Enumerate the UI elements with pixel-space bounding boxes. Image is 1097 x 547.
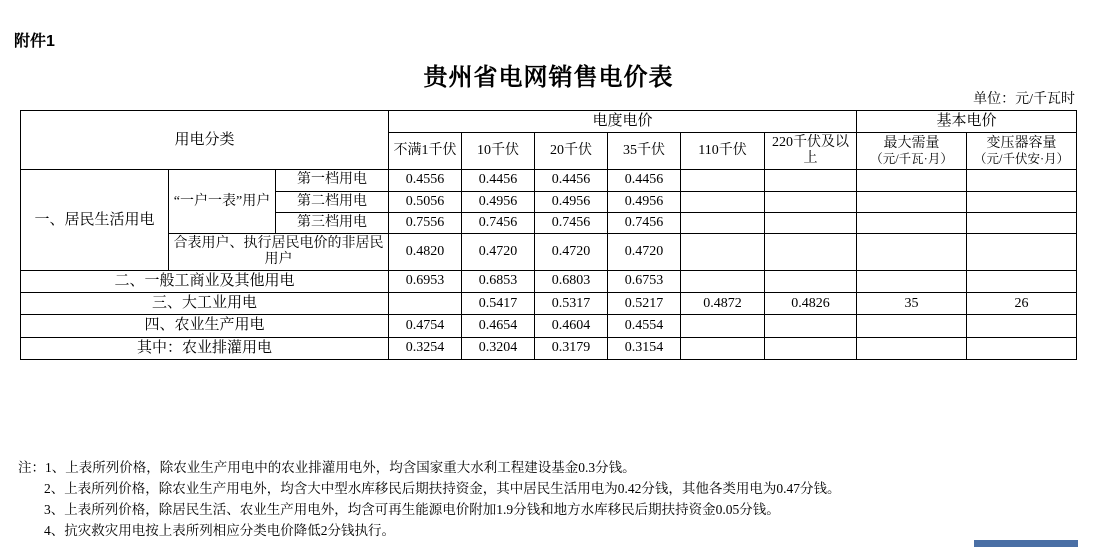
- cell-value: [389, 293, 462, 315]
- cell-value: 0.7456: [535, 212, 608, 233]
- note-text: 4、抗灾救灾用电按上表所列相应分类电价降低2分钱执行。: [44, 522, 395, 538]
- cell-value: [857, 315, 967, 337]
- cell-value: [681, 212, 765, 233]
- header-energy-price-group: 电度电价: [389, 111, 857, 133]
- cell-value: 0.4604: [535, 315, 608, 337]
- footer-accent-bar: [974, 540, 1078, 547]
- cell-value: [681, 191, 765, 212]
- cell-value: [765, 212, 857, 233]
- category-large-industry: 三、大工业用电: [21, 293, 389, 315]
- category-residential: 一、居民生活用电: [21, 170, 169, 270]
- cell-value: [967, 191, 1077, 212]
- cell-value: 0.4456: [462, 170, 535, 191]
- tier-label: 第三档用电: [276, 212, 389, 233]
- header-transformer-name: 变压器容量: [986, 136, 1057, 152]
- cell-value: 0.4872: [681, 293, 765, 315]
- cell-value: [681, 315, 765, 337]
- subcategory-combined-meter: 合表用户、执行居民电价的非居民用户: [169, 233, 389, 270]
- cell-value: 0.6853: [462, 270, 535, 292]
- cell-value: 0.4956: [535, 191, 608, 212]
- cell-value: [857, 337, 967, 359]
- cell-value: [681, 337, 765, 359]
- cell-value: 0.5217: [608, 293, 681, 315]
- note-line: [18, 500, 1078, 521]
- cell-value: 0.3204: [462, 337, 535, 359]
- cell-value: 0.4554: [608, 315, 681, 337]
- cell-value: 0.4720: [535, 233, 608, 270]
- cell-value: [765, 191, 857, 212]
- cell-value: 0.4456: [608, 170, 681, 191]
- note-line: [18, 479, 1078, 500]
- table-notes: [18, 458, 1078, 542]
- notes-prefix: 注：: [18, 460, 45, 475]
- tier-label: 第二档用电: [276, 191, 389, 212]
- table-row: [21, 337, 1077, 359]
- cell-value: 0.7456: [462, 212, 535, 233]
- note-line: [18, 458, 1078, 479]
- category-general-commercial: 二、一般工商业及其他用电: [21, 270, 389, 292]
- header-category: 用电分类: [21, 111, 389, 170]
- cell-value: 0.4956: [608, 191, 681, 212]
- header-col-max-demand: [857, 133, 967, 170]
- header-col-35kv: 35千伏: [608, 133, 681, 170]
- table-row: [21, 270, 1077, 292]
- note-text: 2、上表所列价格，除农业生产用电外，均含大中型水库移民后期扶持资金，其中居民生活用电为0.42分钱，其他各类用电为0.47分钱。: [44, 480, 841, 496]
- cell-value: 0.3254: [389, 337, 462, 359]
- cell-value: [681, 233, 765, 270]
- cell-value: [765, 315, 857, 337]
- header-col-10kv: 10千伏: [462, 133, 535, 170]
- cell-value: [765, 233, 857, 270]
- header-max-demand-name: 最大需量: [883, 136, 940, 152]
- header-transformer-unit: （元/千伏安·月）: [973, 152, 1070, 167]
- table-row: [21, 315, 1077, 337]
- cell-value: [765, 270, 857, 292]
- cell-value: [857, 191, 967, 212]
- cell-value: 35: [857, 293, 967, 315]
- cell-value: 0.4754: [389, 315, 462, 337]
- table-header-row: [21, 111, 1077, 133]
- cell-value: 0.4820: [389, 233, 462, 270]
- header-col-20kv: 20千伏: [535, 133, 608, 170]
- cell-value: 0.6753: [608, 270, 681, 292]
- cell-value: 26: [967, 293, 1077, 315]
- cell-value: [967, 233, 1077, 270]
- cell-value: [857, 233, 967, 270]
- cell-value: 0.4826: [765, 293, 857, 315]
- cell-value: 0.4654: [462, 315, 535, 337]
- cell-value: [967, 170, 1077, 191]
- cell-value: [967, 315, 1077, 337]
- table-row: [21, 170, 1077, 191]
- cell-value: 0.5317: [535, 293, 608, 315]
- cell-value: 0.5056: [389, 191, 462, 212]
- cell-value: [857, 212, 967, 233]
- cell-value: 0.7556: [389, 212, 462, 233]
- cell-value: 0.3154: [608, 337, 681, 359]
- cell-value: 0.4456: [535, 170, 608, 191]
- header-col-220kv: 220千伏及以上: [765, 133, 857, 170]
- header-col-110kv: 110千伏: [681, 133, 765, 170]
- category-agriculture-irrigation: 其中：农业排灌用电: [21, 337, 389, 359]
- cell-value: 0.4720: [608, 233, 681, 270]
- category-agriculture: 四、农业生产用电: [21, 315, 389, 337]
- cell-value: 0.3179: [535, 337, 608, 359]
- cell-value: [857, 270, 967, 292]
- cell-value: [857, 170, 967, 191]
- unit-note: 单位：元/千瓦时: [973, 92, 1075, 107]
- cell-value: 0.4556: [389, 170, 462, 191]
- table-row: [21, 293, 1077, 315]
- cell-value: 0.6803: [535, 270, 608, 292]
- cell-value: 0.4956: [462, 191, 535, 212]
- note-text: 3、上表所列价格，除居民生活、农业生产用电外，均含可再生能源电价附加1.9分钱和地方水库移民后期扶持资金0.05分钱。: [44, 501, 780, 517]
- subcategory-one-household-one-meter: “一户一表”用户: [169, 170, 276, 233]
- cell-value: [967, 270, 1077, 292]
- cell-value: 0.7456: [608, 212, 681, 233]
- cell-value: [967, 337, 1077, 359]
- price-table: [20, 110, 1077, 360]
- cell-value: 0.6953: [389, 270, 462, 292]
- attachment-label: 附件1: [14, 33, 55, 50]
- page-title: 贵州省电网销售电价表: [423, 64, 674, 91]
- cell-value: [765, 170, 857, 191]
- header-col-transformer-capacity: [967, 133, 1077, 170]
- tier-label: 第一档用电: [276, 170, 389, 191]
- header-col-under-1kv: 不满1千伏: [389, 133, 462, 170]
- cell-value: [967, 212, 1077, 233]
- cell-value: [681, 170, 765, 191]
- cell-value: [765, 337, 857, 359]
- cell-value: [681, 270, 765, 292]
- table-row: [21, 233, 1077, 270]
- header-basic-price-group: 基本电价: [857, 111, 1077, 133]
- header-max-demand-unit: （元/千瓦·月）: [870, 152, 953, 167]
- note-text: 1、上表所列价格，除农业生产用电中的农业排灌用电外，均含国家重大水利工程建设基金0.3分钱。: [45, 460, 636, 475]
- cell-value: 0.5417: [462, 293, 535, 315]
- note-line: [18, 521, 1078, 542]
- cell-value: 0.4720: [462, 233, 535, 270]
